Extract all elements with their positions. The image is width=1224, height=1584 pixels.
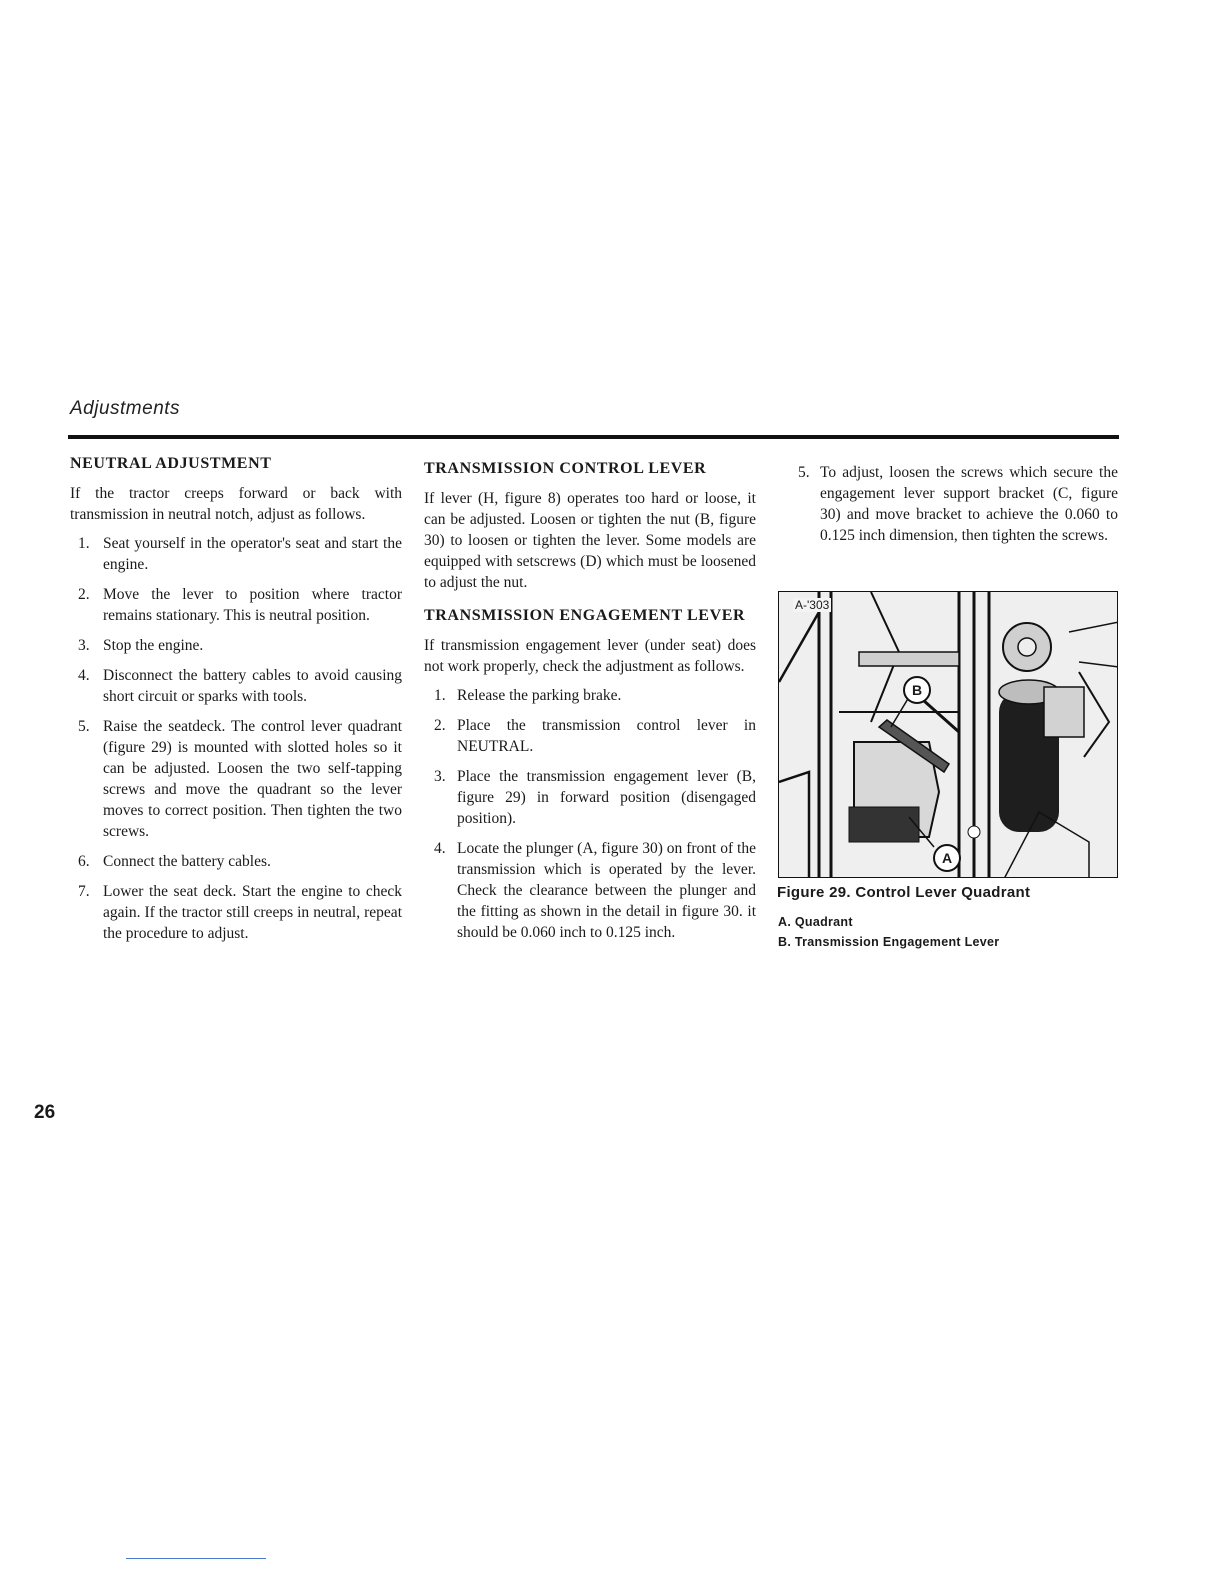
page-number: 26 [34, 1102, 56, 1123]
figure-legend [778, 912, 1123, 952]
callout-b: B [903, 676, 931, 704]
heading-neutral-adjustment: NEUTRAL ADJUSTMENT [70, 455, 272, 472]
figure-id-label: A-'303 [795, 598, 830, 612]
legend-item-a: A. Quadrant [778, 915, 853, 929]
figure-29-photo [778, 591, 1118, 878]
list-item: 4. Disconnect the battery cables to avoid causing short circuit or sparks with tools. [78, 667, 402, 705]
engagement-steps-list [424, 685, 756, 943]
list-item: 5. Raise the seatdeck. The control lever quadrant (figure 29) is mounted with slotted holes so it can be adjusted. Loosen the two self-tapping screws and move the quadrant so the lever moves to correct position. Then tighten the two screws. [78, 718, 402, 840]
section-title: Adjustments [70, 398, 181, 419]
list-item: 2. Move the lever to position where tractor remains stationary. This is neutral position. [78, 586, 402, 624]
column-neutral-adjustment [70, 453, 402, 953]
bottom-divider [126, 1558, 266, 1559]
list-item: 4. Locate the plunger (A, figure 30) on front of the transmission which is operated by the lever. Check the clearance between the plunger and the fitting as shown in the detail in figure 30. it should be 0.060 inch to 0.125 inch. [434, 840, 756, 941]
control-lever-paragraph: If lever (H, figure 8) operates too hard or loose, it can be adjusted. Loosen or tighten the nut (B, figure 30) to loosen or tighten the lever. Some models are equipped with setscrews (D) which must be loosened to adjust the nut. [424, 490, 756, 591]
figure-caption: Figure 29. Control Lever Quadrant [777, 884, 1031, 901]
column-transmission [424, 458, 756, 952]
engagement-lever-paragraph: If transmission engagement lever (under seat) does not work properly, check the adjustment as follows. [424, 637, 756, 675]
list-item: 5. To adjust, loosen the screws which secure the engagement lever support bracket (C, figure 30) and move bracket to achieve the 0.060 to 0.125 inch dimension, then tighten the screws. [798, 464, 1118, 544]
heading-transmission-engagement-lever: TRANSMISSION ENGAGEMENT LEVER [424, 607, 746, 624]
list-item: 1. Release the parking brake. [434, 687, 622, 704]
continued-steps-list [778, 462, 1118, 546]
list-item: 3. Stop the engine. [78, 637, 204, 654]
heading-transmission-control-lever: TRANSMISSION CONTROL LEVER [424, 460, 707, 477]
neutral-steps-list [70, 533, 402, 944]
list-item: 2. Place the transmission control lever in NEUTRAL. [434, 717, 756, 755]
column-continued [778, 462, 1118, 555]
list-item: 3. Place the transmission engagement lever (B, figure 29) in forward position (disengaged position). [434, 768, 756, 827]
callout-a: A [933, 844, 961, 872]
control-lever-quadrant-illustration [779, 592, 1118, 878]
intro-paragraph: If the tractor creeps forward or back with transmission in neutral notch, adjust as follows. [70, 485, 402, 523]
list-item: 7. Lower the seat deck. Start the engine to check again. If the tractor still creeps in neutral, repeat the procedure to adjust. [78, 883, 402, 942]
header-rule [68, 435, 1119, 439]
legend-item-b: B. Transmission Engagement Lever [778, 935, 1000, 949]
list-item: 1. Seat yourself in the operator's seat and start the engine. [78, 535, 402, 573]
list-item: 6. Connect the battery cables. [78, 853, 271, 870]
